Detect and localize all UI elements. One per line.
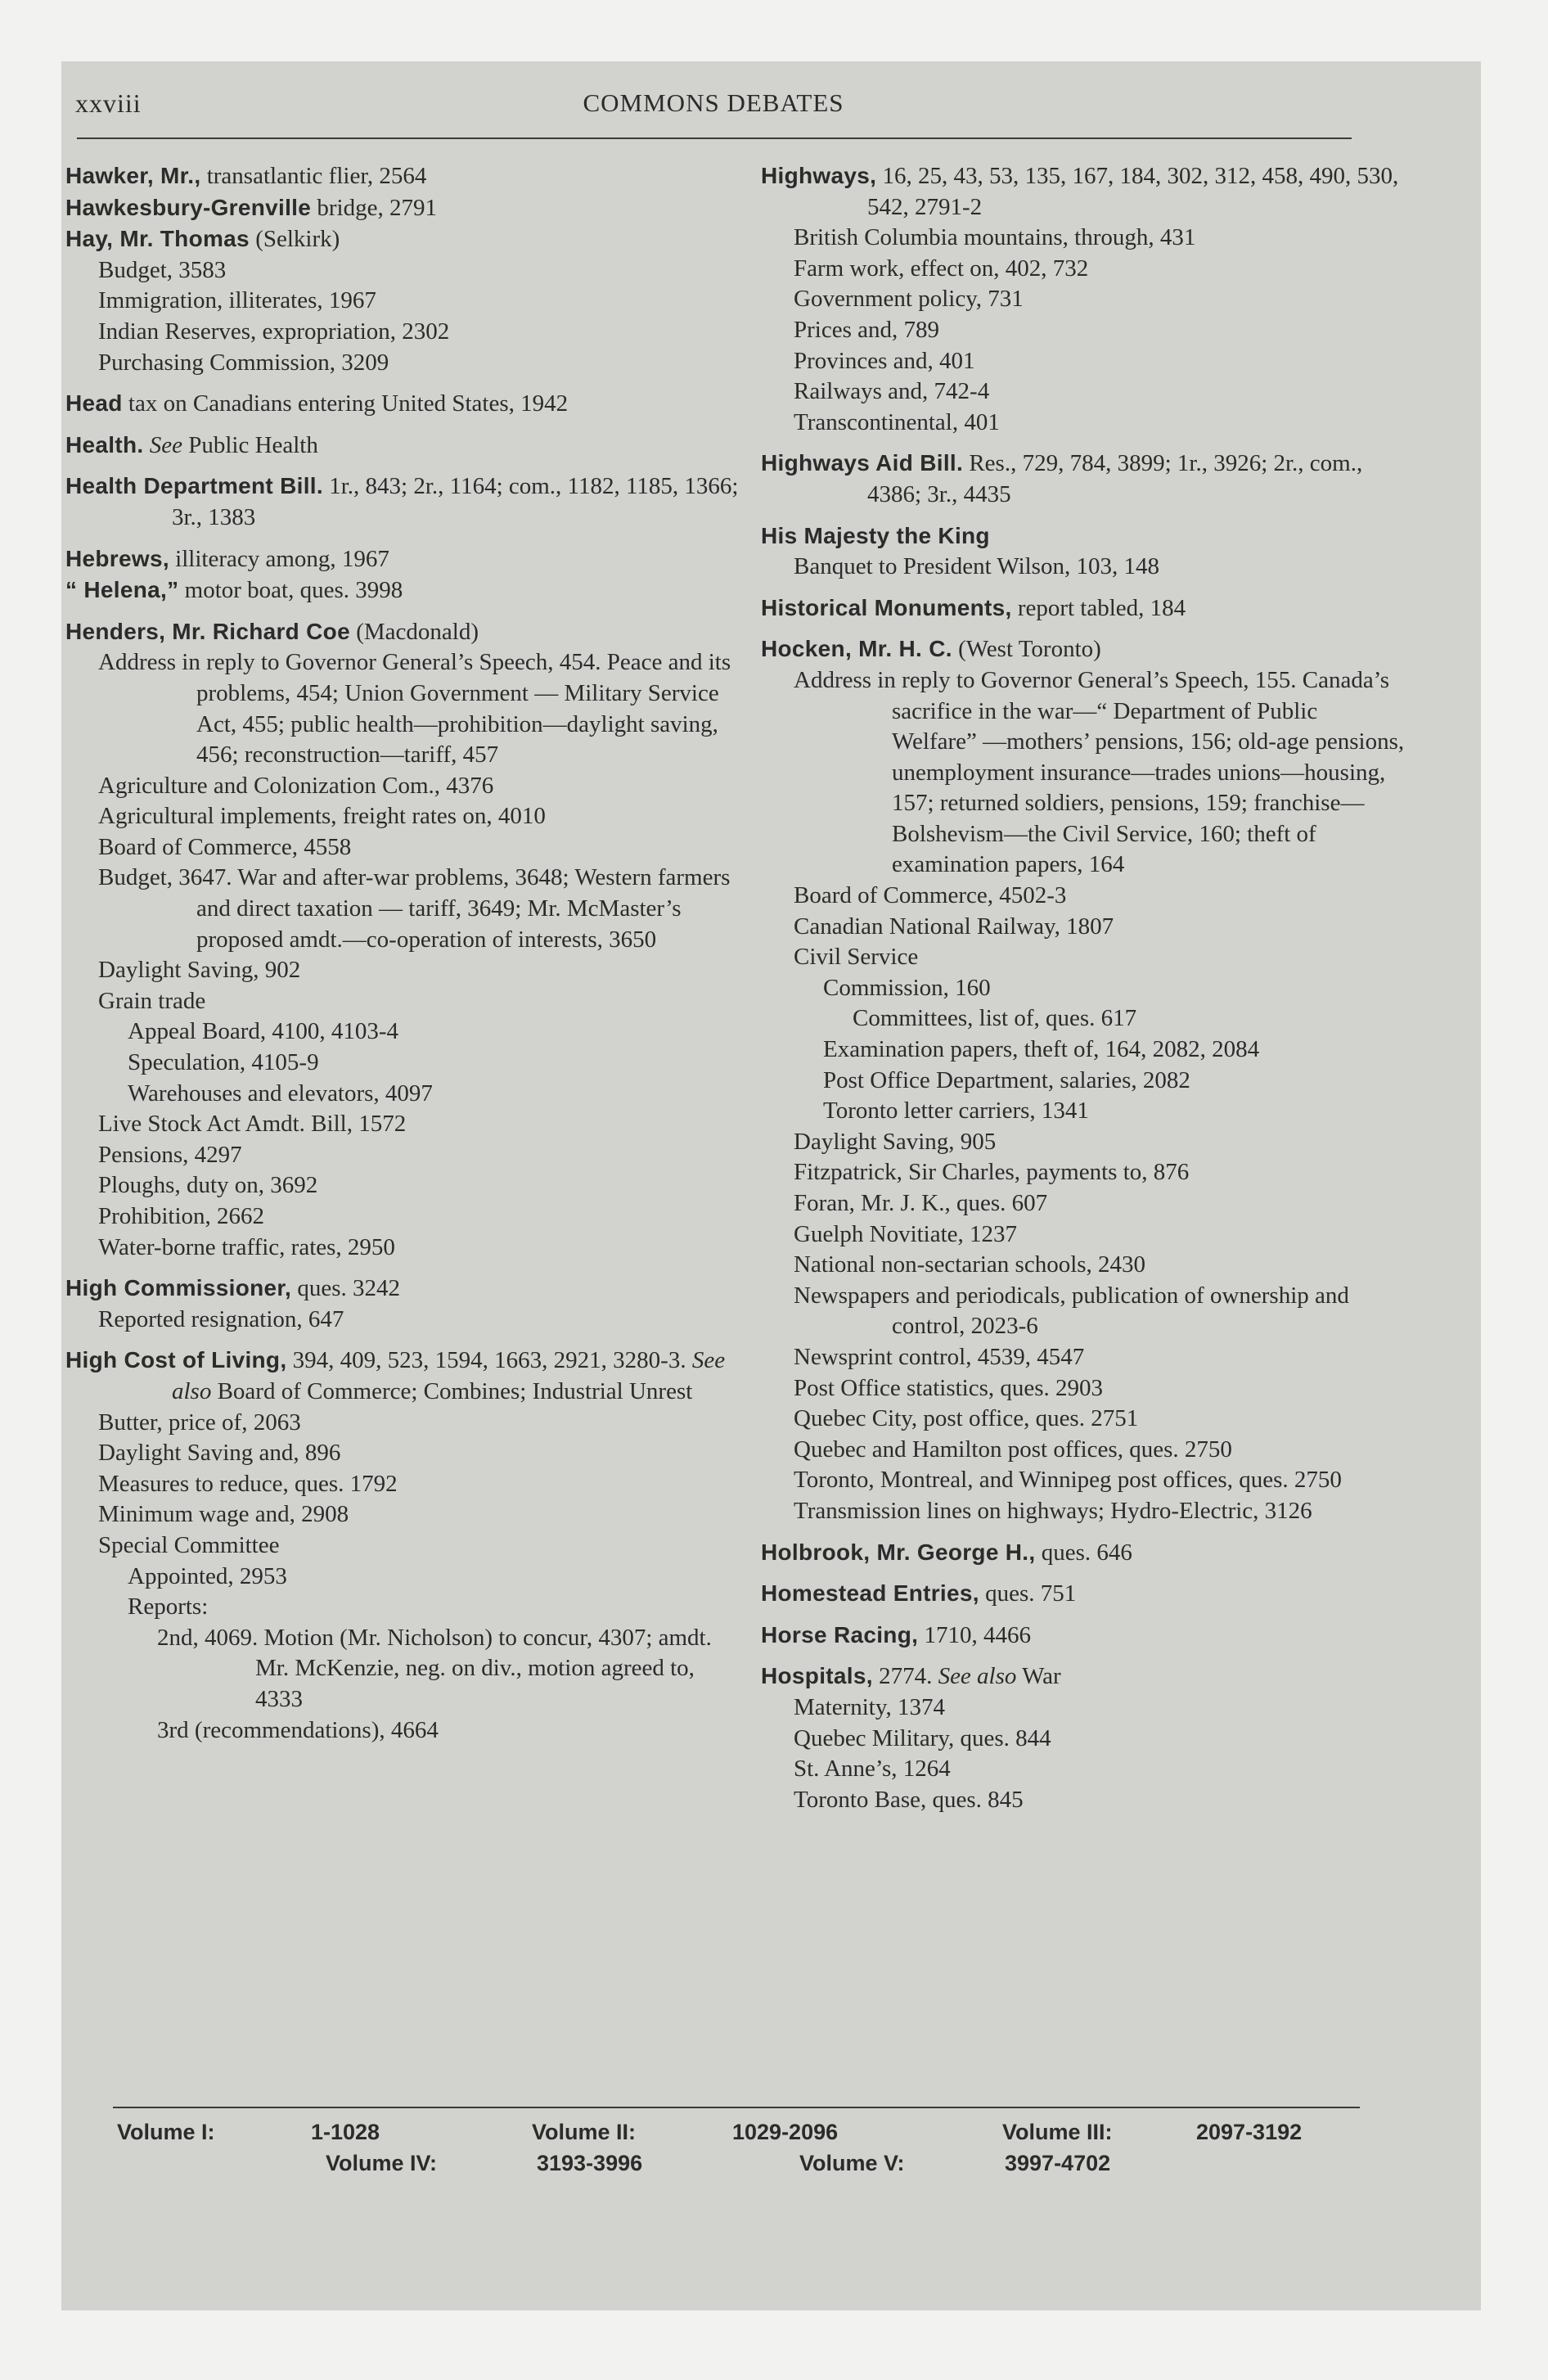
index-heading-refs: bridge, 2791	[311, 194, 437, 221]
index-heading: Health.	[65, 431, 144, 458]
index-subentry: Quebec Military, ques. 844	[794, 1724, 1051, 1751]
index-heading: Head	[65, 390, 123, 417]
index-subentry: Address in reply to Governor General’s Speech, 454. Peace and its problems, 454; Union Government — Military Service Act, 455; public health—prohibition—daylight saving, 456; reconstruction—tariff, 457	[98, 649, 731, 769]
volume-3-label: Volume III:	[1002, 2120, 1113, 2144]
index-heading-entry	[761, 1537, 1407, 1569]
index-heading-entry	[761, 633, 1407, 665]
index-heading-entry	[761, 593, 1407, 624]
entry-spacer	[761, 1610, 1407, 1620]
entry-spacer	[761, 438, 1407, 448]
index-heading-entry	[761, 448, 1407, 510]
volume-3-range: 2097-3192	[1196, 2120, 1303, 2144]
index-subentry: Railways and, 742-4	[794, 378, 990, 405]
index-subentry: Agriculture and Colonization Com., 4376	[98, 772, 494, 799]
index-subentry: Indian Reserves, expropriation, 2302	[98, 318, 450, 345]
entry-spacer	[65, 420, 745, 430]
index-heading-refs: report tabled, 184	[1011, 594, 1186, 621]
index-heading-refs: 16, 25, 43, 53, 135, 167, 184, 302, 312, 458, 490, 530, 542, 2791-2	[867, 163, 1399, 220]
header-rule	[77, 137, 1352, 139]
index-subentry: Daylight Saving and, 896	[98, 1440, 341, 1467]
index-subentry: Daylight Saving, 902	[98, 957, 301, 984]
index-heading-entry	[65, 575, 745, 606]
entry-spacer	[761, 1651, 1407, 1661]
index-subentry: National non-sectarian schools, 2430	[794, 1251, 1146, 1278]
index-subentry: Foran, Mr. J. K., ques. 607	[794, 1190, 1048, 1216]
index-heading: Hebrews,	[65, 545, 169, 571]
index-subentry: Newspapers and periodicals, publication of ownership and control, 2023-6	[794, 1282, 1349, 1340]
index-heading-refs: (Macdonald)	[349, 618, 479, 645]
index-subentry: Measures to reduce, ques. 1792	[98, 1470, 398, 1497]
index-heading-entry	[761, 1578, 1407, 1610]
index-subentry: Examination papers, theft of, 164, 2082, 2084	[823, 1036, 1260, 1063]
index-heading: Hocken, Mr. H. C.	[761, 636, 952, 662]
index-heading: Homestead Entries,	[761, 1580, 979, 1607]
volume-4-range: 3193-3996	[537, 2151, 643, 2175]
index-heading-refs: ques. 3242	[291, 1275, 401, 1302]
index-heading-refs: 394, 409, 523, 1594, 1663, 2921, 3280-3. See also Board of Commerce; Combines; Industrial Unrest	[172, 1347, 726, 1404]
index-heading-entry	[65, 471, 745, 533]
index-subentry: Grain trade	[98, 987, 206, 1014]
index-subentry: 2nd, 4069. Motion (Mr. Nicholson) to concur, 4307; amdt. Mr. McKenzie, neg. on div., motion agreed to, 4333	[157, 1624, 712, 1712]
entry-spacer	[65, 378, 745, 388]
index-heading-refs: motor boat, ques. 3998	[178, 577, 403, 604]
volume-2-label: Volume II:	[532, 2120, 637, 2144]
index-heading-entry	[65, 223, 745, 255]
index-subentry: Pensions, 4297	[98, 1141, 242, 1168]
index-subentry: Warehouses and elevators, 4097	[128, 1080, 433, 1107]
index-heading-entry	[65, 160, 745, 192]
volume-1-range: 1-1028	[311, 2120, 380, 2144]
index-heading-refs: tax on Canadians entering United States, 1942	[122, 390, 569, 417]
volume-4-label: Volume IV:	[326, 2151, 438, 2175]
entry-spacer	[761, 624, 1407, 633]
index-subentry: Board of Commerce, 4558	[98, 833, 352, 860]
index-subentry: Post Office statistics, ques. 2903	[794, 1374, 1104, 1401]
index-heading-entry	[761, 1620, 1407, 1652]
index-heading: Highways,	[761, 163, 877, 188]
index-subentry: Banquet to President Wilson, 103, 148	[794, 553, 1159, 580]
index-heading: Health Department Bill.	[65, 473, 323, 499]
index-subentry: Budget, 3583	[98, 256, 227, 283]
index-heading-refs: See Public Health	[149, 431, 318, 458]
index-subentry: Post Office Department, salaries, 2082	[823, 1066, 1190, 1093]
index-subentry: Immigration, illiterates, 1967	[98, 287, 376, 314]
index-subentry: Special Committee	[98, 1531, 280, 1558]
index-heading-entry	[65, 388, 745, 420]
entry-spacer	[761, 1527, 1407, 1537]
index-heading-refs: ques. 751	[979, 1580, 1077, 1607]
index-heading-refs: transatlantic flier, 2564	[200, 163, 427, 189]
index-heading-refs: (Selkirk)	[249, 226, 340, 253]
index-subentry: Purchasing Commission, 3209	[98, 349, 389, 376]
running-title: COMMONS DEBATES	[583, 88, 844, 117]
page-number: xxviii	[75, 88, 142, 118]
index-heading: High Commissioner,	[65, 1275, 292, 1301]
index-subentry: Civil Service	[794, 944, 919, 971]
index-heading: High Cost of Living,	[65, 1347, 287, 1373]
index-subentry: Government policy, 731	[794, 286, 1024, 313]
index-heading: Hawker, Mr.,	[65, 163, 201, 188]
index-subentry: Butter, price of, 2063	[98, 1409, 301, 1436]
index-heading: Hay, Mr. Thomas	[65, 226, 250, 252]
index-subentry: Newsprint control, 4539, 4547	[794, 1343, 1085, 1370]
index-subentry: Reports:	[128, 1593, 209, 1620]
entry-spacer	[761, 511, 1407, 521]
entry-spacer	[761, 583, 1407, 593]
index-heading: Hawkesbury-Grenville	[65, 194, 312, 220]
index-subentry: Farm work, effect on, 402, 732	[794, 255, 1089, 282]
volume-5-range: 3997-4702	[1005, 2151, 1111, 2175]
index-subentry: Quebec and Hamilton post offices, ques. 2750	[794, 1436, 1232, 1463]
index-subentry: Ploughs, duty on, 3692	[98, 1172, 318, 1199]
index-subentry: British Columbia mountains, through, 431	[794, 224, 1196, 251]
index-subentry: Transcontinental, 401	[794, 408, 1000, 435]
index-subentry: 3rd (recommendations), 4664	[157, 1716, 439, 1743]
index-subentry: Toronto letter carriers, 1341	[823, 1098, 1089, 1125]
volume-5-label: Volume V:	[799, 2151, 905, 2175]
index-subentry: Reported resignation, 647	[98, 1305, 344, 1332]
index-subentry: Prices and, 789	[794, 316, 939, 343]
index-heading-refs: Res., 729, 784, 3899; 1r., 3926; 2r., com., 4386; 3r., 4435	[867, 450, 1363, 507]
footer-rule	[113, 2107, 1360, 2108]
index-heading: Horse Racing,	[761, 1621, 919, 1648]
index-heading-entry	[761, 521, 1407, 552]
index-heading-refs: illiteracy among, 1967	[169, 545, 389, 572]
index-heading-entry	[65, 192, 745, 224]
index-heading-entry	[65, 430, 745, 462]
entry-spacer	[761, 1568, 1407, 1578]
index-subentry: Canadian National Railway, 1807	[794, 913, 1114, 940]
index-heading-refs: 2774. See also War	[872, 1663, 1061, 1690]
index-subentry: Address in reply to Governor General’s Speech, 155. Canada’s sacrifice in the war—“ Department of Public Welfare” —mothers’ pensions, 156; old-age pensions, unemployment insurance—trades unions—housing, 157; returned soldiers, pensions, 159; franchise—Bolshevism—the Civil Service, 160; theft of examination papers, 164	[794, 666, 1405, 878]
index-subentry: Budget, 3647. War and after-war problems, 3648; Western farmers and direct taxation — tariff, 3649; Mr. McMaster’s proposed amdt.—co-operation of interests, 3650	[98, 864, 731, 953]
index-heading-refs: 1710, 4466	[918, 1621, 1031, 1648]
index-heading-refs: (West Toronto)	[952, 636, 1101, 663]
index-subentry: Toronto, Montreal, and Winnipeg post offices, ques. 2750	[794, 1467, 1342, 1494]
index-heading-refs: ques. 646	[1035, 1539, 1132, 1566]
index-subentry: Guelph Novitiate, 1237	[794, 1220, 1018, 1247]
index-subentry: Transmission lines on highways; Hydro-Electric, 3126	[794, 1497, 1312, 1524]
volume-ranges-footer	[0, 2118, 1548, 2192]
index-subentry: Minimum wage and, 2908	[98, 1501, 349, 1528]
index-subentry: Toronto Base, ques. 845	[794, 1786, 1024, 1813]
index-column-right	[761, 160, 1407, 1815]
index-subentry: Live Stock Act Amdt. Bill, 1572	[98, 1111, 407, 1138]
volume-1-label: Volume I:	[117, 2120, 215, 2144]
index-heading: Henders, Mr. Richard Coe	[65, 618, 350, 644]
index-subentry: Provinces and, 401	[794, 347, 975, 374]
index-subentry: Speculation, 4105-9	[128, 1049, 319, 1076]
index-heading-refs: 1r., 843; 2r., 1164; com., 1182, 1185, 1366; 3r., 1383	[172, 473, 739, 530]
page-header	[75, 88, 1352, 137]
index-heading-entry	[65, 1273, 745, 1305]
index-heading: Holbrook, Mr. George H.,	[761, 1539, 1036, 1565]
index-subentry: Fitzpatrick, Sir Charles, payments to, 876	[794, 1159, 1190, 1186]
index-subentry: Water-borne traffic, rates, 2950	[98, 1233, 395, 1260]
index-heading: Historical Monuments,	[761, 594, 1012, 620]
index-heading-entry	[761, 1661, 1407, 1693]
index-subentry: Committees, list of, ques. 617	[853, 1005, 1137, 1032]
index-heading: “ Helena,”	[65, 577, 179, 603]
entry-spacer	[65, 1335, 745, 1345]
index-subentry: Board of Commerce, 4502-3	[794, 882, 1067, 909]
entry-spacer	[65, 606, 745, 616]
index-subentry: Appeal Board, 4100, 4103-4	[128, 1018, 399, 1045]
index-subentry: Maternity, 1374	[794, 1693, 945, 1720]
entry-spacer	[65, 1263, 745, 1273]
index-heading: Highways Aid Bill.	[761, 450, 964, 476]
index-subentry: Appointed, 2953	[128, 1562, 287, 1589]
index-heading-entry	[761, 160, 1407, 223]
index-subentry: Commission, 160	[823, 974, 991, 1001]
index-subentry: Prohibition, 2662	[98, 1203, 265, 1229]
volume-2-range: 1029-2096	[732, 2120, 839, 2144]
index-subentry: Daylight Saving, 905	[794, 1128, 997, 1155]
index-heading-entry	[65, 616, 745, 648]
index-column-left	[65, 160, 745, 1746]
index-heading-entry	[65, 543, 745, 575]
index-subentry: St. Anne’s, 1264	[794, 1756, 951, 1783]
index-heading-entry	[65, 1345, 745, 1407]
index-subentry: Agricultural implements, freight rates on, 4010	[98, 803, 546, 830]
entry-spacer	[65, 534, 745, 543]
index-heading: His Majesty the King	[761, 522, 990, 548]
index-heading: Hospitals,	[761, 1663, 873, 1689]
index-subentry: Quebec City, post office, ques. 2751	[794, 1405, 1139, 1432]
entry-spacer	[65, 461, 745, 471]
